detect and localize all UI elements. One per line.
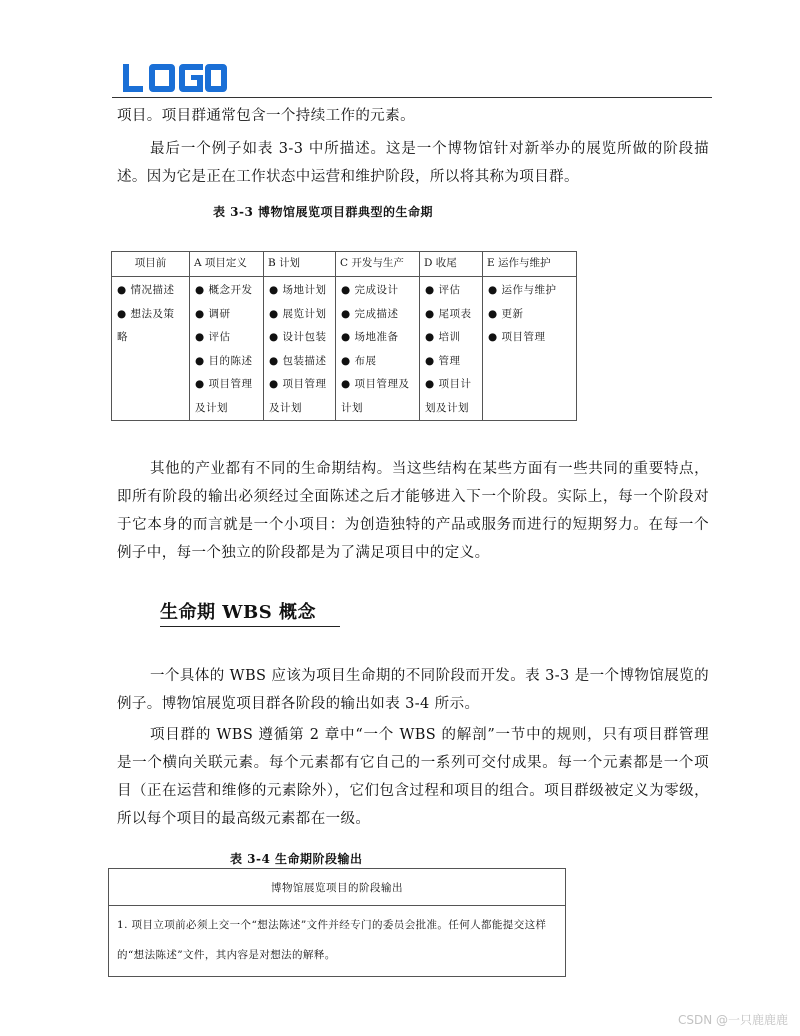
lifecycle-table xyxy=(111,251,577,421)
phase-outputs-header-row xyxy=(109,869,566,906)
header-closeout: D 收尾 xyxy=(420,252,483,277)
column-pre-project xyxy=(112,277,190,421)
list-item: ● 项目管理及计划 xyxy=(269,378,327,414)
list-item: ● 场地准备 xyxy=(341,331,399,343)
column-closeout xyxy=(420,277,483,421)
list-item: ● 项目管理及计划 xyxy=(195,378,253,414)
list-item: ● 完成设计 xyxy=(341,284,399,296)
phase-output-item-1: 1. 项目立项前必须上交一个“想法陈述”文件并经专门的委员会批准。任何人都能提交这样的“想法陈述”文件，其内容是对想法的解释。 xyxy=(109,906,566,977)
paragraph-example: 最后一个例子如表 3-3 中所描述。这是一个博物馆针对新举办的展览所做的阶段描述。因为它是正在工作状态中运营和维护阶段，所以将其称为项目群。 xyxy=(117,141,709,185)
list-item: ● 运作与维护 xyxy=(488,284,557,296)
header-pre-project: 项目前 xyxy=(112,252,190,277)
list-item: ● 展览计划 xyxy=(269,307,327,320)
list-item: ● 情况描述 xyxy=(117,284,175,296)
paragraph-wbs-rules: 项目群的 WBS 遵循第 2 章中“一个 WBS 的解剖”一节中的规则，只有项目群管理是一个横向关联元素。每个元素都有它自己的一系列可交付成果。每一个元素都是一个项目（正在运营和维修的元素除外），它们包含过程和项目的组合。项目群级被定义为零级，所以每个项目的最高级元素都在一级。 xyxy=(117,727,709,827)
column-planning xyxy=(264,277,336,421)
list-item: ● 完成描述 xyxy=(341,307,399,320)
column-development-production xyxy=(336,277,420,421)
list-item: ● 项目管理及计划 xyxy=(341,378,410,414)
table-3-4-caption: 表 3-4 生命期阶段输出 xyxy=(230,852,363,866)
list-item: ● 包装描述 xyxy=(269,354,327,367)
list-item: ● 评估 xyxy=(425,284,461,296)
section-title: 生命期 WBS 概念 xyxy=(160,598,340,627)
header-planning: B 计划 xyxy=(264,252,336,277)
list-item: ● 设计包装 xyxy=(269,331,327,343)
header-project-definition: A 项目定义 xyxy=(190,252,264,277)
list-item: ● 项目计划及计划 xyxy=(425,378,472,414)
list-item: ● 调研 xyxy=(195,307,231,320)
list-item: ● 更新 xyxy=(488,307,524,320)
phase-outputs-table xyxy=(108,868,566,977)
watermark: CSDN @一只鹿鹿鹿 xyxy=(677,1013,788,1027)
paragraph-wbs-intro: 一个具体的 WBS 应该为项目生命期的不同阶段而开发。表 3-3 是一个博物馆展览的例子。博物馆展览项目群各阶段的输出如表 3-4 所示。 xyxy=(117,668,709,712)
list-item: ● 布展 xyxy=(341,354,377,367)
table-3-3-caption: 表 3-3 博物馆展览项目群典型的生命期 xyxy=(213,205,434,219)
list-item: ● 项目管理 xyxy=(488,331,546,343)
list-item: ● 评估 xyxy=(195,331,231,343)
lifecycle-table-header-row xyxy=(112,252,577,277)
paragraph-lifecycle-structures: 其他的产业都有不同的生命期结构。当这些结构在某些方面有一些共同的重要特点，即所有阶段的输出必须经过全面陈述之后才能够进入下一个阶段。实际上，每一个阶段对于它本身的而言就是一个小项目：为创造独特的产品或服务而进行的短期努力。在每一个例子中，每一个独立的阶段都是为了满足项目中的定义。 xyxy=(117,461,709,561)
phase-outputs-header: 博物馆展览项目的阶段输出 xyxy=(109,869,566,906)
header-divider xyxy=(112,97,712,98)
column-project-definition xyxy=(190,277,264,421)
list-item: ● 培训 xyxy=(425,331,461,343)
table-row xyxy=(109,906,566,977)
list-item: ● 想法及策略 xyxy=(117,307,175,343)
header-operation-maintenance: E 运作与维护 xyxy=(483,252,577,277)
column-operation-maintenance xyxy=(483,277,577,421)
list-item: ● 概念开发 xyxy=(195,284,253,296)
header-development-production: C 开发与生产 xyxy=(336,252,420,277)
list-item: ● 目的陈述 xyxy=(195,354,253,367)
list-item: ● 管理 xyxy=(425,354,461,367)
paragraph-continuation: 项目。项目群通常包含一个持续工作的元素。 xyxy=(117,108,415,124)
list-item: ● 尾项表 xyxy=(425,307,472,320)
list-item: ● 场地计划 xyxy=(269,284,327,296)
lifecycle-table-body-row xyxy=(112,277,577,421)
logo xyxy=(123,60,227,96)
